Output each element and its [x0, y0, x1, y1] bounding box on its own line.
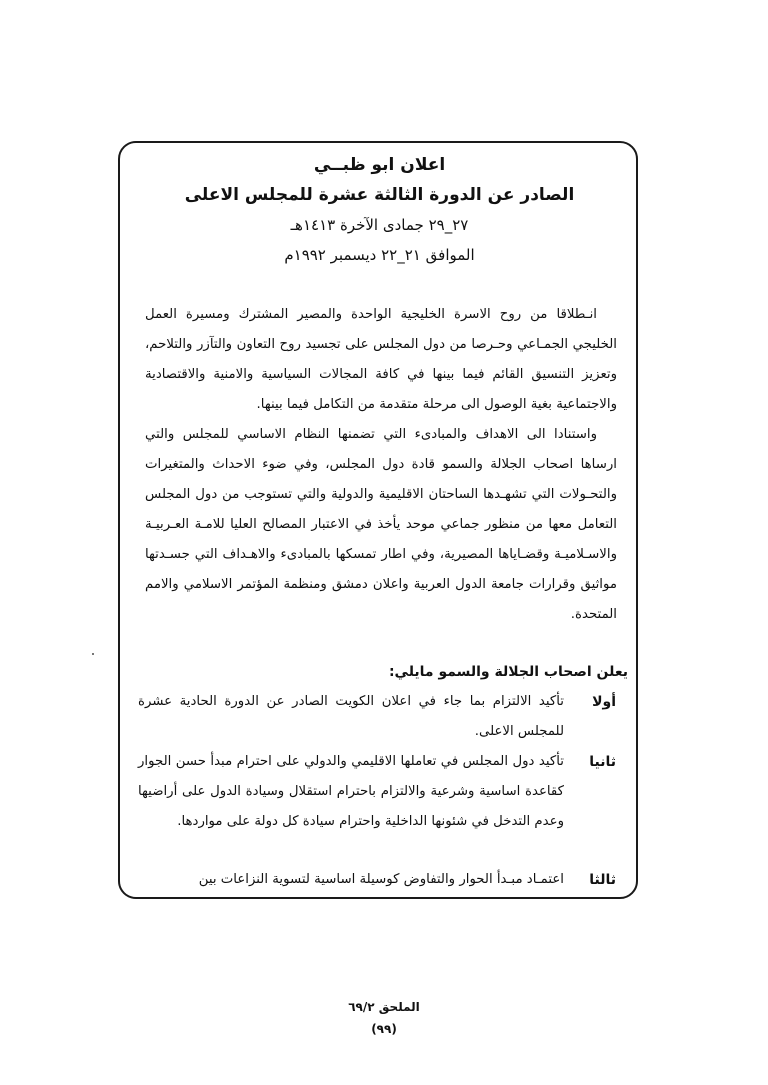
item-label: أولا: [592, 694, 616, 710]
item-text: تأكيد دول المجلس في تعاملها الاقليمي والدولي على احترام مبدأ حسن الجوار كقاعدة اساسية وشرعية والالتزام باحترام استقلال وسيادة الدول على أراضيها وعدم التدخل في شئونها الداخلية واحترام سيادة كل دولة على مواردها.: [138, 754, 564, 829]
item-text: اعتمـاد مبـدأ الحوار والتفاوض كوسيلة اساسية لتسوية النزاعات بين: [198, 872, 564, 887]
declaration-item-2: [138, 747, 616, 837]
gregorian-date: الموافق ٢١_٢٢ ديسمبر ١٩٩٢م: [284, 246, 475, 264]
scan-speck: [92, 653, 94, 655]
document-title: اعلان ابو ظبــي: [313, 155, 446, 175]
page-number: (٩٩): [371, 1022, 397, 1036]
document-subtitle: الصادر عن الدورة الثالثة عشرة للمجلس الاعلى: [184, 185, 575, 205]
item-text: تأكيد الالتزام بما جاء في اعلان الكويت الصادر عن الدورة الحادية عشرة للمجلس الاعلى.: [138, 694, 564, 739]
paragraph-1: انـطلاقا من روح الاسرة الخليجية الواحدة والمصير المشترك ومسيرة العمل الخليجي الجمـاعي وحـرصا من دول المجلس على تجسيد روح التعاون والتآزر والتلاحم، وتعزيز التنسيق القائم فيما بينها في كافة المجالات السياسية والامنية والاقتصادية والاجتماعية بغية الوصول الى مرحلة متقدمة من التكامل فيما بينها.: [145, 307, 617, 412]
document-header: [118, 150, 641, 270]
paragraph-2: واستنادا الى الاهداف والمبادىء التي تضمنها النظام الاساسي للمجلس والتي ارساها اصحاب الجلالة والسمو قادة دول المجلس، وفي ضوء الاحداث والمتغيرات والتحـولات التي تشهـدها الساحتان الاقليمية والدولية والتي تستوجب من دول المجلس التعامل معها من منظور جماعي موحد يأخذ في الاعتبار المصالح العليا للامـة العـربيـة والاسـلاميـة وقضـاياها المصيرية، وفي اطار تمسكها بالمبادىء والاهـداف التي جسـدتها مواثيق وقرارات جامعة الدول العربية واعلان دمشق ومنظمة المؤتمر الاسلامي والامم المتحدة.: [145, 427, 617, 622]
preamble: [145, 300, 617, 630]
declaration-item-1: [138, 687, 616, 747]
item-label: ثانيا: [589, 754, 616, 770]
annex-label: الملحق ٦٩/٢: [348, 1000, 420, 1014]
declaration-title: يعلن اصحاب الجلالة والسمو مايلي:: [388, 664, 628, 680]
hijri-date: ٢٧_٢٩ جمادى الآخرة ١٤١٣هـ: [290, 216, 469, 234]
declaration-item-3: [138, 865, 616, 895]
item-label: ثالثا: [589, 872, 616, 888]
